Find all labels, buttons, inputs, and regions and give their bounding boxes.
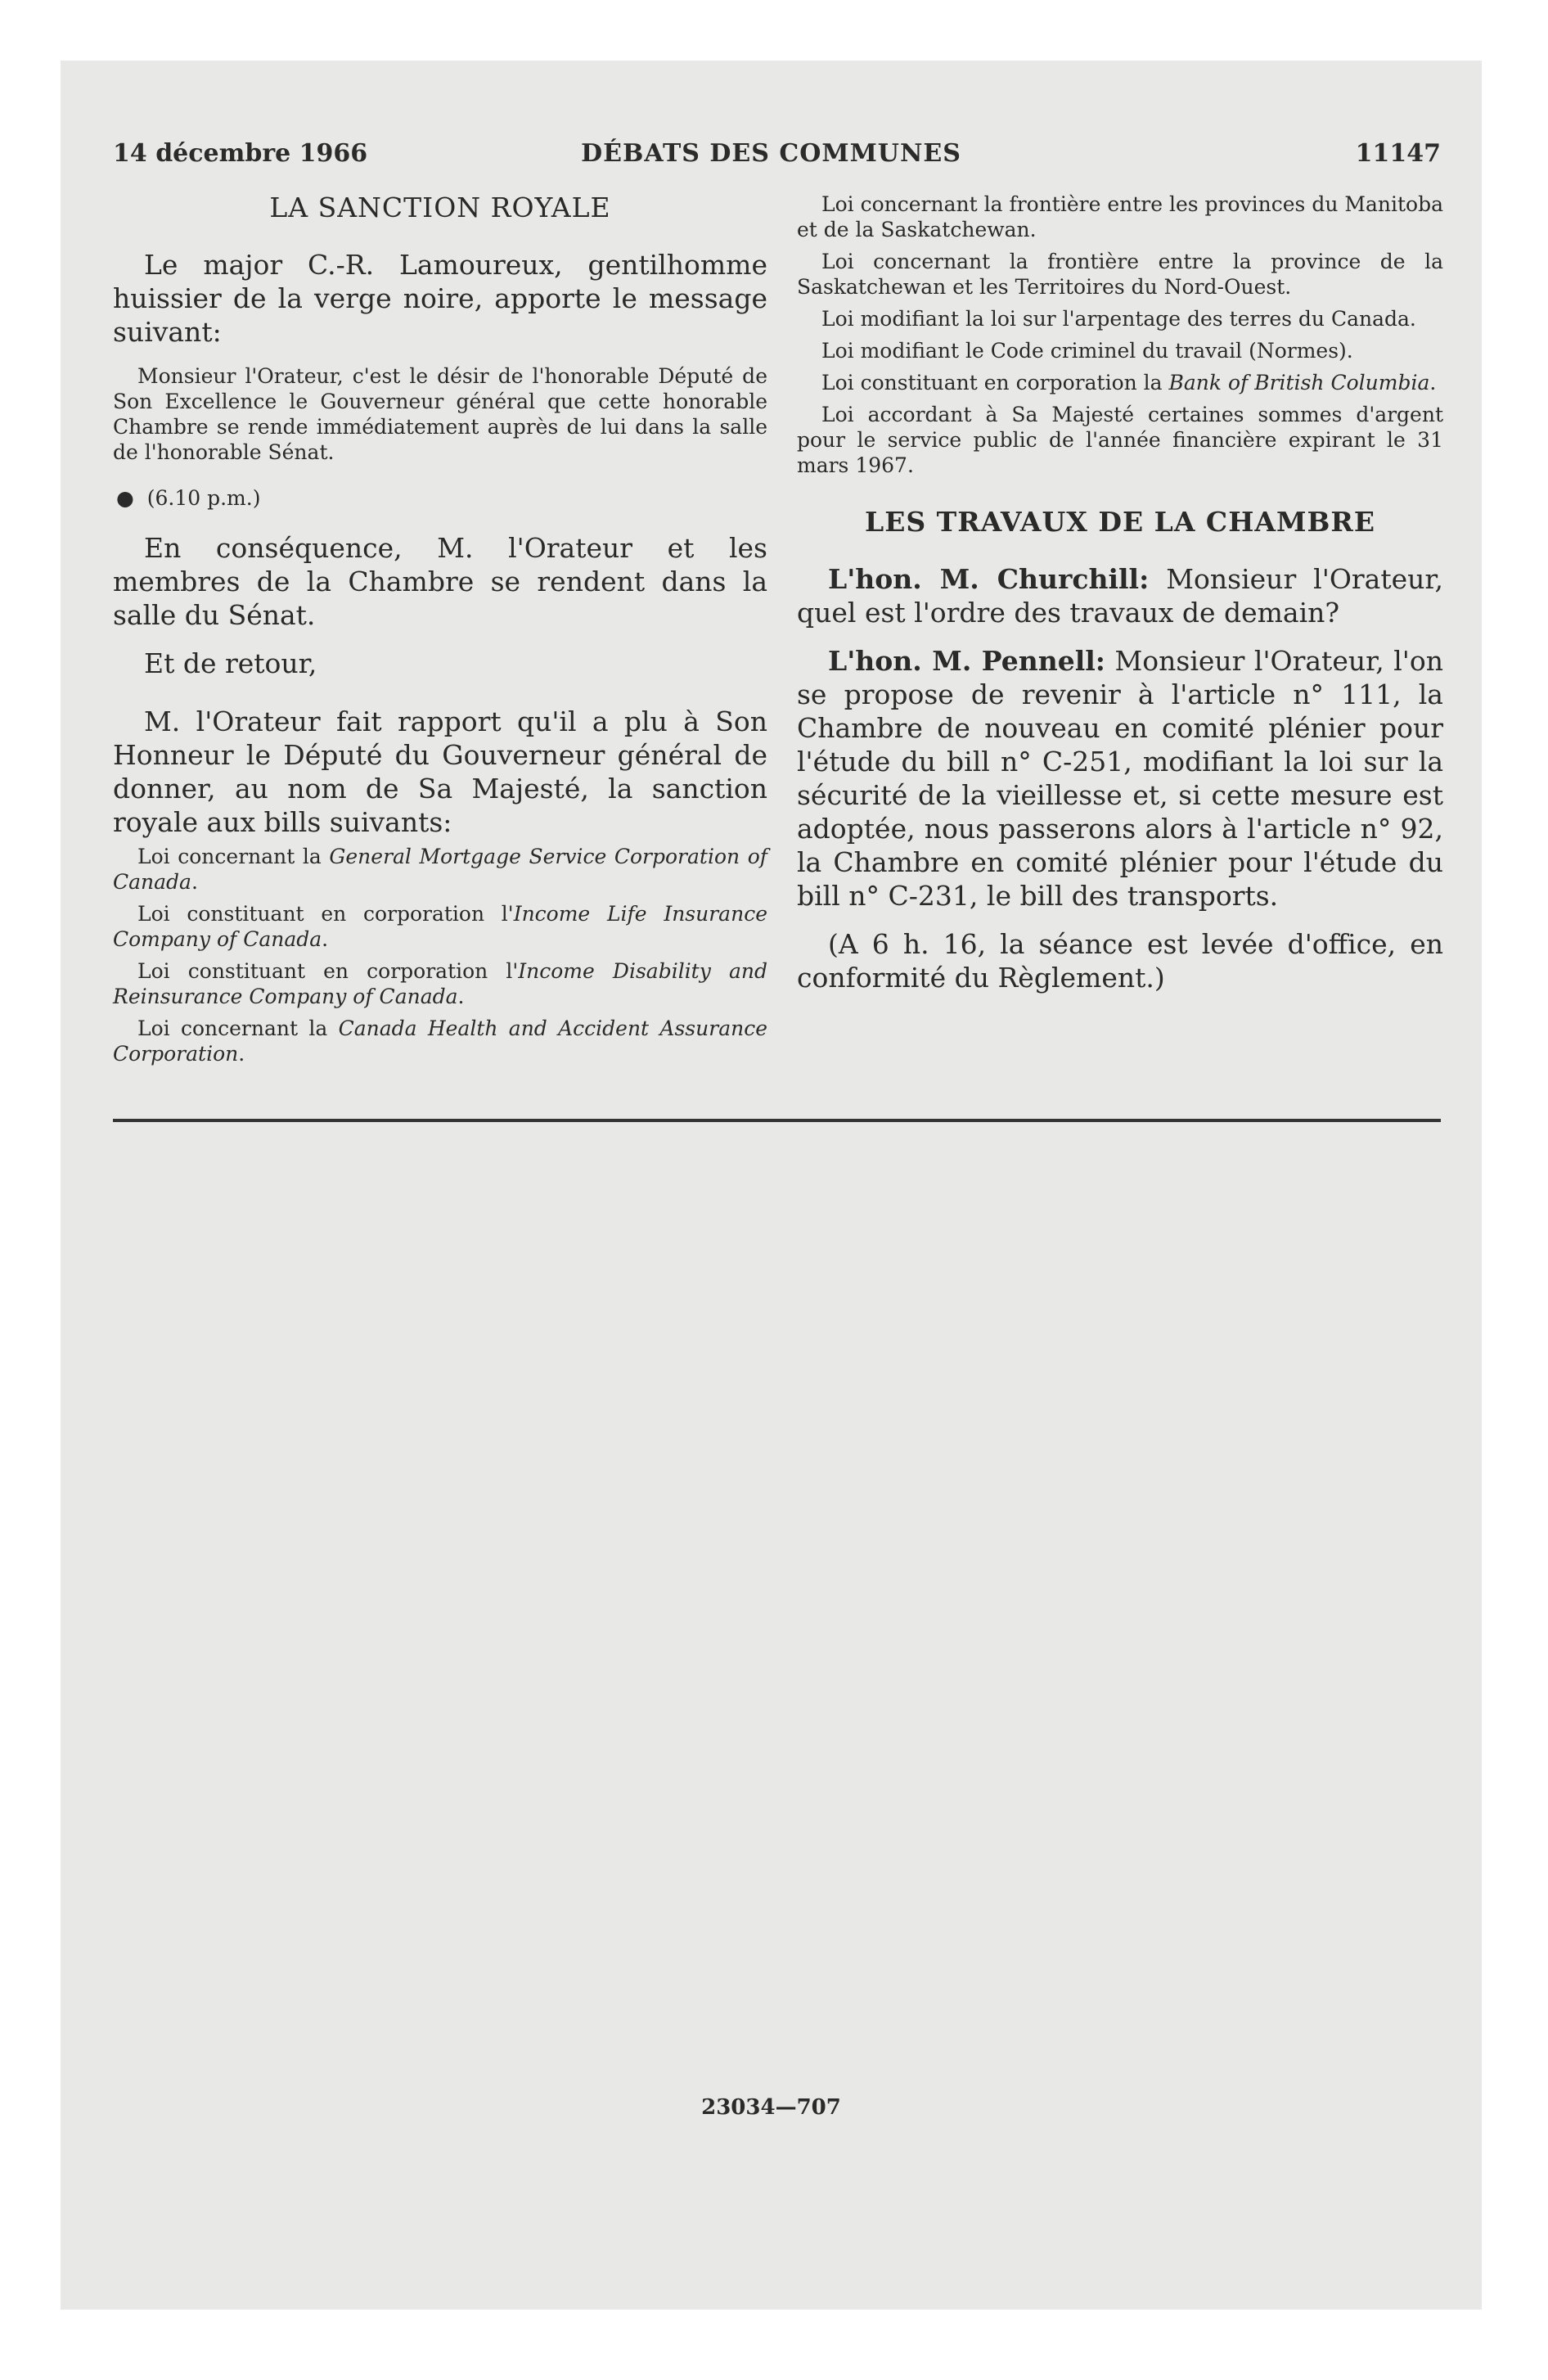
bill-item: Loi modifiant la loi sur l'arpentage des terres du Canada. <box>821 307 1416 331</box>
footer-code: 23034—707 <box>701 2095 841 2120</box>
speech-pennell: L'hon. M. Pennell: Monsieur l'Orateur, l'on se propose de revenir à l'article n° 111, la Chambre de nouveau en comité plénier pour l'étude du bill n° C-251, modifiant la loi sur la sécurité de la vieillesse et, si cette mesure est adoptée, nous passerons alors à l'article n° 92, la Chambre en comité plénier pour l'étude du bill n° C-231, le bill des transports. <box>797 645 1443 912</box>
section-title-sanction: LA SANCTION ROYALE <box>269 192 611 223</box>
intro-paragraph: Le major C.-R. Lamoureux, gentilhomme huissier de la verge noire, apporte le message suivant: <box>113 249 767 348</box>
section-divider <box>113 1119 1441 1122</box>
bill-item: Loi constituant en corporation la Bank of British Columbia. <box>821 371 1437 394</box>
bill-item: Loi accordant à Sa Majesté certaines sommes d'argent pour le service public de l'année financière expirant le 31 mars 1967. <box>797 403 1443 477</box>
speaker-name: L'hon. M. Churchill: <box>828 563 1150 595</box>
bill-item: Loi concernant la Canada Health and Accident Assurance Corporation. <box>113 1016 767 1066</box>
section-title-travaux: LES TRAVAUX DE LA CHAMBRE <box>865 506 1375 538</box>
bill-item: Loi modifiant le Code criminel du travail (Normes). <box>821 339 1353 363</box>
rapport-paragraph: M. l'Orateur fait rapport qu'il a plu à Son Honneur le Député du Gouverneur général de donner, au nom de Sa Majesté, la sanction royale aux bills suivants: <box>113 705 767 838</box>
bullet-dot-icon: ● <box>116 486 134 510</box>
retour-paragraph: Et de retour, <box>144 647 317 679</box>
bill-item: Loi constituant en corporation l'Income Life Insurance Company of Canada. <box>113 902 767 951</box>
page-sheet <box>61 61 1482 2310</box>
left-column <box>113 192 767 1073</box>
header-date: 14 décembre 1966 <box>113 139 368 168</box>
speech-churchill: L'hon. M. Churchill: Monsieur l'Orateur, quel est l'ordre des travaux de demain? <box>797 563 1443 629</box>
bill-item: Loi constituant en corporation l'Income Disability and Reinsurance Company of Canada. <box>113 959 767 1008</box>
message-paragraph: Monsieur l'Orateur, c'est le désir de l'honorable Député de Son Excellence le Gouverneur général que cette honorable Chambre se rende immédiatement auprès de lui dans la salle de l'honorable Sénat. <box>113 364 767 464</box>
time-marker <box>116 486 767 510</box>
bill-item: Loi concernant la frontière entre les provinces du Manitoba et de la Saskatchewan. <box>797 192 1443 241</box>
speaker-name: L'hon. M. Pennell: <box>828 645 1105 677</box>
consequence-paragraph: En conséquence, M. l'Orateur et les membres de la Chambre se rendent dans la salle du Sénat. <box>113 532 767 631</box>
header-title: DÉBATS DES COMMUNES <box>581 139 961 168</box>
header-page-number: 11147 <box>1355 139 1441 168</box>
right-column <box>797 192 1443 1009</box>
time-marker-text: (6.10 p.m.) <box>146 486 261 510</box>
bill-item: Loi concernant la General Mortgage Service Corporation of Canada. <box>113 845 767 894</box>
bill-item: Loi concernant la frontière entre la province de la Saskatchewan et les Territoires du Nord-Ouest. <box>797 250 1443 299</box>
closing-paragraph: (A 6 h. 16, la séance est levée d'office, en conformité du Règlement.) <box>797 928 1443 994</box>
